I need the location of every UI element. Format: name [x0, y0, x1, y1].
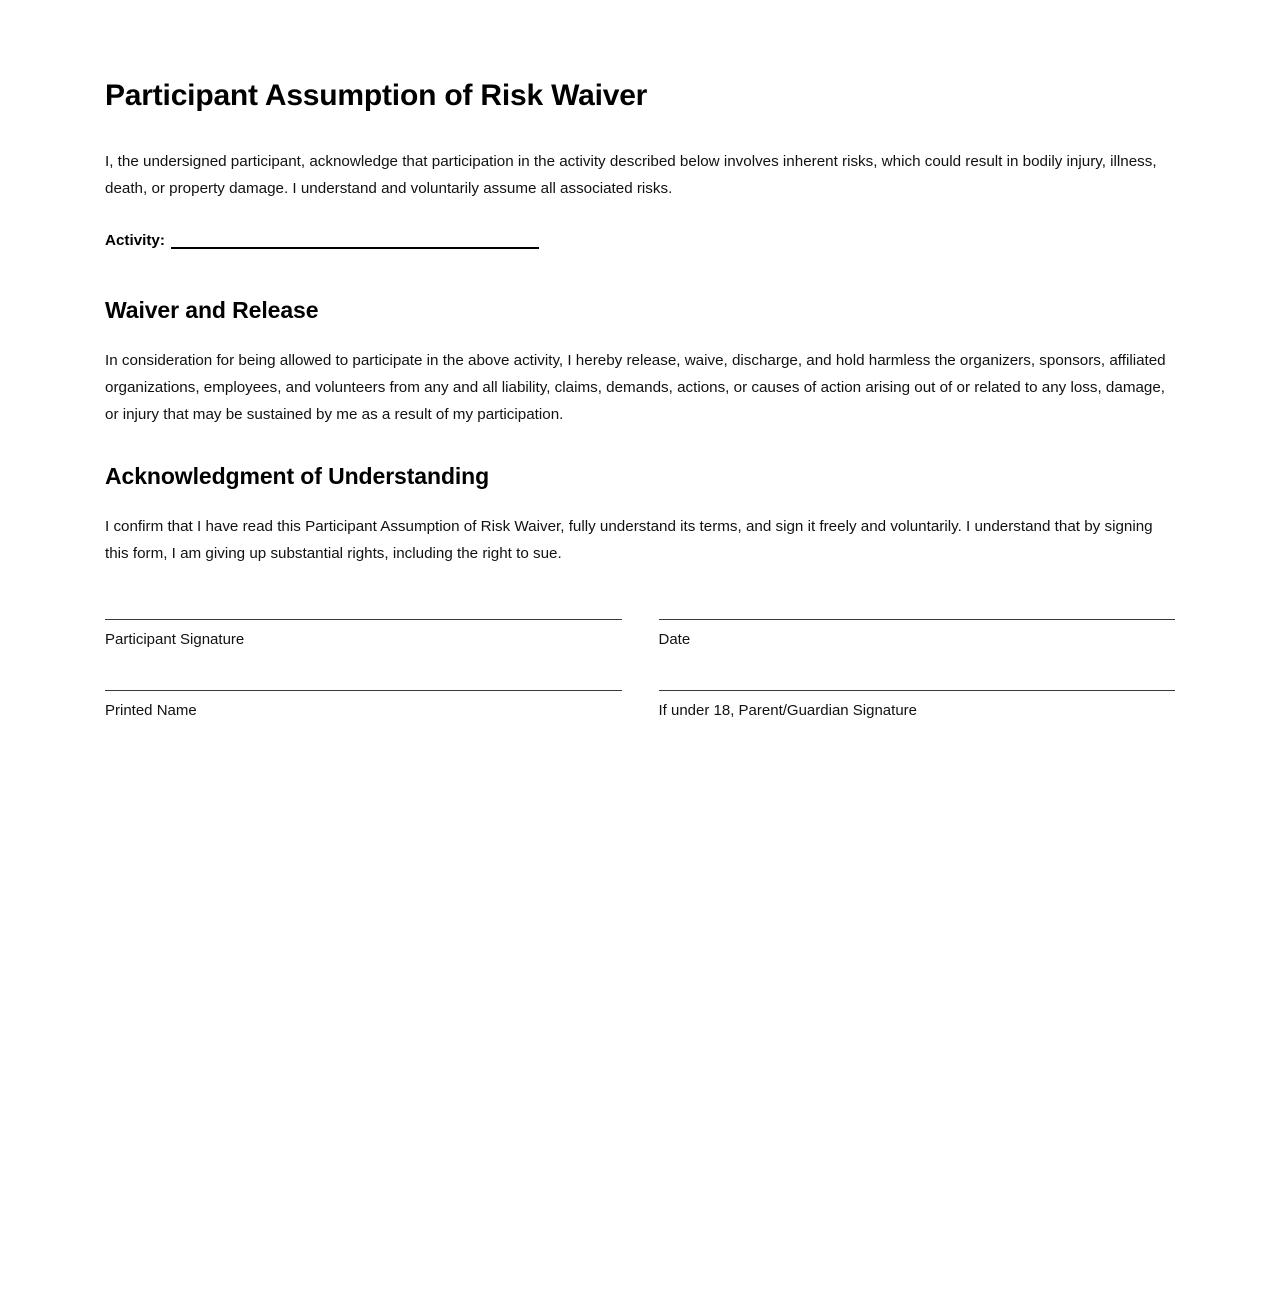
section-acknowledgment-of-understanding: [105, 462, 1175, 567]
section-body-waiver-and-release: In consideration for being allowed to participate in the above activity, I hereby release, waive, discharge, and hold harmless the organizers, sponsors, affiliated organizations, employees, and volunteers from any and all liability, claims, demands, actions, or causes of action arising out of or related to any loss, damage, or injury that may be sustained by me as a result of my participation.: [105, 351, 1166, 423]
guardian-signature-line[interactable]: [659, 690, 1176, 691]
participant-signature-line[interactable]: [105, 619, 622, 620]
activity-field-row: [105, 228, 1175, 254]
participant-signature-label: Participant Signature: [105, 630, 245, 648]
guardian-signature-label: If under 18, Parent/Guardian Signature: [658, 702, 918, 720]
section-heading-acknowledgment-of-understanding: Acknowledgment of Understanding: [105, 462, 490, 489]
guardian-signature-field[interactable]: [659, 690, 1176, 723]
date-label: Date: [658, 630, 691, 648]
intro-paragraph: I, the undersigned participant, acknowledge that participation in the activity described below involves inherent risks, which could result in bodily injury, illness, death, or property damage. I understand and voluntarily assume all associated risks.: [105, 153, 1157, 198]
printed-name-label: Printed Name: [105, 702, 197, 720]
page-bottom-whitespace: [105, 723, 1175, 1243]
activity-label: Activity:: [105, 232, 165, 250]
participant-signature-field[interactable]: [105, 619, 622, 652]
activity-input-blank[interactable]: [171, 235, 539, 249]
page-title: Participant Assumption of Risk Waiver: [105, 79, 648, 112]
signature-block: [105, 619, 1175, 723]
date-line[interactable]: [659, 619, 1176, 620]
date-field[interactable]: [659, 619, 1176, 652]
section-body-acknowledgment-of-understanding: I confirm that I have read this Participant Assumption of Risk Waiver, fully understand its terms, and sign it freely and voluntarily. I understand that by signing this form, I am giving up substantial rights, including the right to sue.: [105, 517, 1153, 562]
section-waiver-and-release: [105, 296, 1175, 428]
printed-name-line[interactable]: [105, 690, 622, 691]
printed-name-field[interactable]: [105, 690, 622, 723]
signature-row: [105, 690, 1175, 723]
signature-row: [105, 619, 1175, 652]
section-heading-waiver-and-release: Waiver and Release: [105, 296, 319, 323]
